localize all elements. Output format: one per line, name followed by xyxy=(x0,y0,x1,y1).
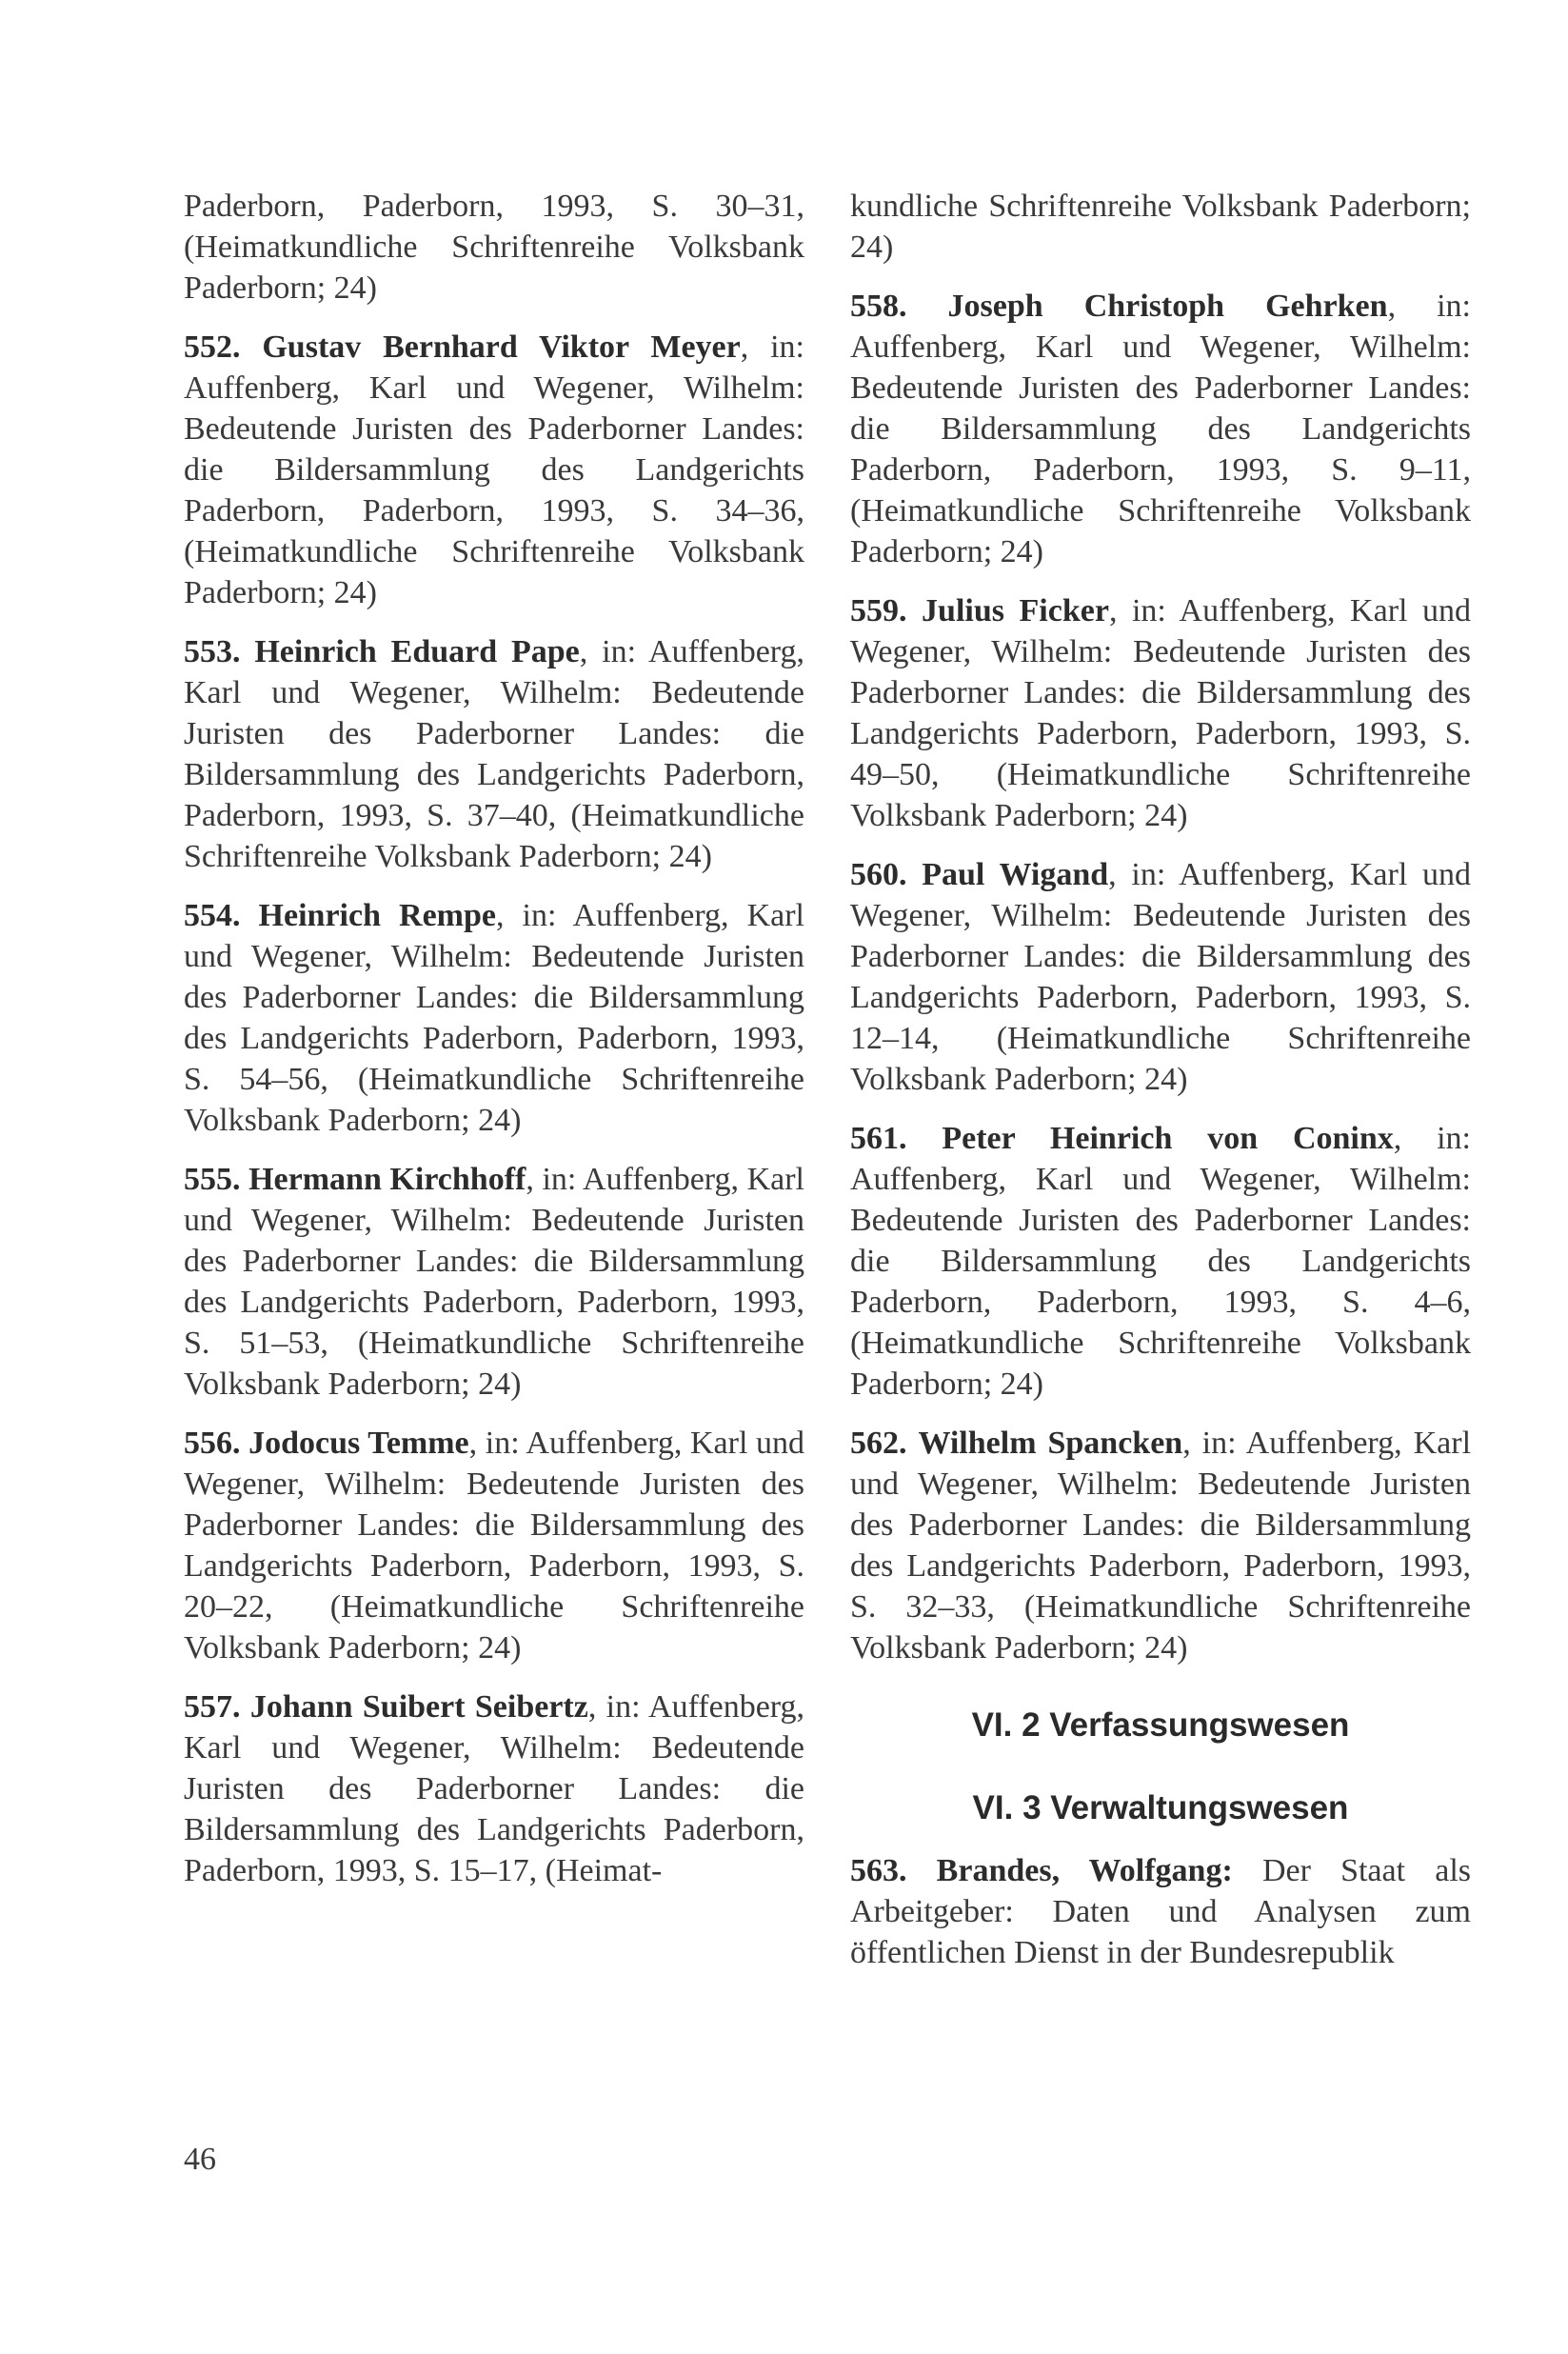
entry-number: 552. xyxy=(184,329,241,365)
entry-number: 563. xyxy=(850,1853,907,1888)
entry-citation: , in: Auffenberg, Karl und Wegener, Wilhelm: Bedeutende Juristen des Paderborner Landes: die Bildersammlung des Landgerichts Paderborn, Paderborn, 1993, S. 51–53, (Heimatkundliche Schriftenreihe Volksbank Paderborn; 24) xyxy=(184,1162,804,1402)
entry-citation: , in: Auffenberg, Karl und Wegener, Wilhelm: Bedeutende Juristen des Paderborner Landes: die Bildersammlung des Landgerichts Paderborn, Paderborn, 1993, S. 54–56, (Heimatkundliche Schriftenreihe Volksbank Paderborn; 24) xyxy=(184,898,805,1138)
entry-number: 554. xyxy=(184,898,241,933)
bibliography-entry-558 xyxy=(850,286,1471,572)
entry-name: Johann Suibert Seibertz xyxy=(249,1689,588,1725)
bibliography-entry-553 xyxy=(184,631,804,877)
entry-number: 560. xyxy=(850,857,907,892)
section-heading-verwaltungswesen: VI. 3 Verwaltungswesen xyxy=(972,1789,1349,1826)
entry-number: 557. xyxy=(184,1689,241,1725)
entry-name: Heinrich Rempe xyxy=(258,898,496,933)
continued-entry-text: kundliche Schriftenreihe Volksbank Paderborn; 24) xyxy=(850,189,1471,265)
entry-citation: , in: Auffenberg, Karl und Wegener, Wilhelm: Bedeutende Juristen des Paderborner Landes: die Bildersammlung des Landgerichts Paderborn, Paderborn, 1993, S. 34–36, (Heimatkundliche Schriftenreihe Volksbank Paderborn; 24) xyxy=(184,329,804,610)
entry-citation: , in: Auffenberg, Karl und Wegener, Wilhelm: Bedeutende Juristen des Paderborner Landes: die Bildersammlung des Landgerichts Paderborn, Paderborn, 1993, S. 15–17, (Heimat- xyxy=(184,1689,804,1888)
page-number: 46 xyxy=(184,2142,216,2177)
section-heading-verfassungswesen: VI. 2 Verfassungswesen xyxy=(971,1706,1350,1744)
right-column xyxy=(850,186,1471,1991)
entry-name: Wilhelm Spancken xyxy=(918,1426,1183,1461)
entry-name: Peter Heinrich von Coninx xyxy=(942,1121,1394,1156)
entry-number: 556. xyxy=(184,1426,241,1461)
left-column xyxy=(184,186,804,1909)
entry-citation: , in: Auffenberg, Karl und Wegener, Wilhelm: Bedeutende Juristen des Paderborner Landes: die Bildersammlung des Landgerichts Paderborn, Paderborn, 1993, S. 4–6, (Heimatkundliche Schriftenreihe Volksbank Paderborn; 24) xyxy=(850,1121,1471,1402)
entry-name: Paul Wigand xyxy=(922,857,1109,892)
entry-name: Brandes, Wolfgang: xyxy=(936,1853,1233,1888)
entry-name: Hermann Kirchhoff xyxy=(248,1162,526,1197)
bibliography-entry-563 xyxy=(850,1850,1471,1973)
entry-name: Gustav Bernhard Viktor Meyer xyxy=(262,329,741,365)
entry-number: 561. xyxy=(850,1121,907,1156)
entry-name: Jodocus Temme xyxy=(248,1426,469,1461)
entry-number: 553. xyxy=(184,634,241,669)
continued-entry-text: Paderborn, Paderborn, 1993, S. 30–31, (Heimatkundliche Schriftenreihe Volksbank Paderborn; 24) xyxy=(184,189,804,306)
entry-number: 559. xyxy=(850,593,907,628)
bibliography-entry-555 xyxy=(184,1159,804,1405)
entry-citation: , in: Auffenberg, Karl und Wegener, Wilhelm: Bedeutende Juristen des Paderborner Landes: die Bildersammlung des Landgerichts Paderborn, Paderborn, 1993, S. 49–50, (Heimatkundliche Schriftenreihe Volksbank Paderborn; 24) xyxy=(850,593,1472,833)
bibliography-entry-560 xyxy=(850,854,1471,1100)
bibliography-entry-552 xyxy=(184,327,804,613)
entry-citation: , in: Auffenberg, Karl und Wegener, Wilhelm: Bedeutende Juristen des Paderborner Landes: die Bildersammlung des Landgerichts Paderborn, Paderborn, 1993, S. 12–14, (Heimatkundliche Schriftenreihe Volksbank Paderborn; 24) xyxy=(850,857,1472,1097)
bibliography-entry-561 xyxy=(850,1118,1471,1405)
bibliography-entry-554 xyxy=(184,895,804,1141)
bibliography-entry-562 xyxy=(850,1423,1471,1668)
entry-number: 558. xyxy=(850,289,907,324)
entry-name: Joseph Christoph Gehrken xyxy=(947,289,1388,324)
bibliography-entry-556 xyxy=(184,1423,804,1668)
entry-number: 555. xyxy=(184,1162,241,1197)
entry-number: 562. xyxy=(850,1426,907,1461)
entry-citation: , in: Auffenberg, Karl und Wegener, Wilhelm: Bedeutende Juristen des Paderborner Landes: die Bildersammlung des Landgerichts Paderborn, Paderborn, 1993, S. 20–22, (Heimatkundliche Schriftenreihe Volksbank Paderborn; 24) xyxy=(184,1426,805,1666)
entry-name: Heinrich Eduard Pape xyxy=(254,634,580,669)
entry-citation: , in: Auffenberg, Karl und Wegener, Wilhelm: Bedeutende Juristen des Paderborner Landes: die Bildersammlung des Landgerichts Paderborn, Paderborn, 1993, S. 9–11, (Heimatkundliche Schriftenreihe Volksbank Paderborn; 24) xyxy=(850,289,1471,569)
entry-citation: Der Staat als Arbeitgeber: Daten und Analysen zum öffentlichen Dienst in der Bundesrepublik xyxy=(850,1853,1471,1970)
entry-citation: , in: Auffenberg, Karl und Wegener, Wilhelm: Bedeutende Juristen des Paderborner Landes: die Bildersammlung des Landgerichts Paderborn, Paderborn, 1993, S. 37–40, (Heimatkundliche Schriftenreihe Volksbank Paderborn; 24) xyxy=(184,634,804,874)
bibliography-entry-559 xyxy=(850,590,1471,836)
bibliography-entry-557 xyxy=(184,1686,804,1891)
entry-name: Julius Ficker xyxy=(922,593,1109,628)
entry-citation: , in: Auffenberg, Karl und Wegener, Wilhelm: Bedeutende Juristen des Paderborner Landes: die Bildersammlung des Landgerichts Paderborn, Paderborn, 1993, S. 32–33, (Heimatkundliche Schriftenreihe Volksbank Paderborn; 24) xyxy=(850,1426,1472,1666)
